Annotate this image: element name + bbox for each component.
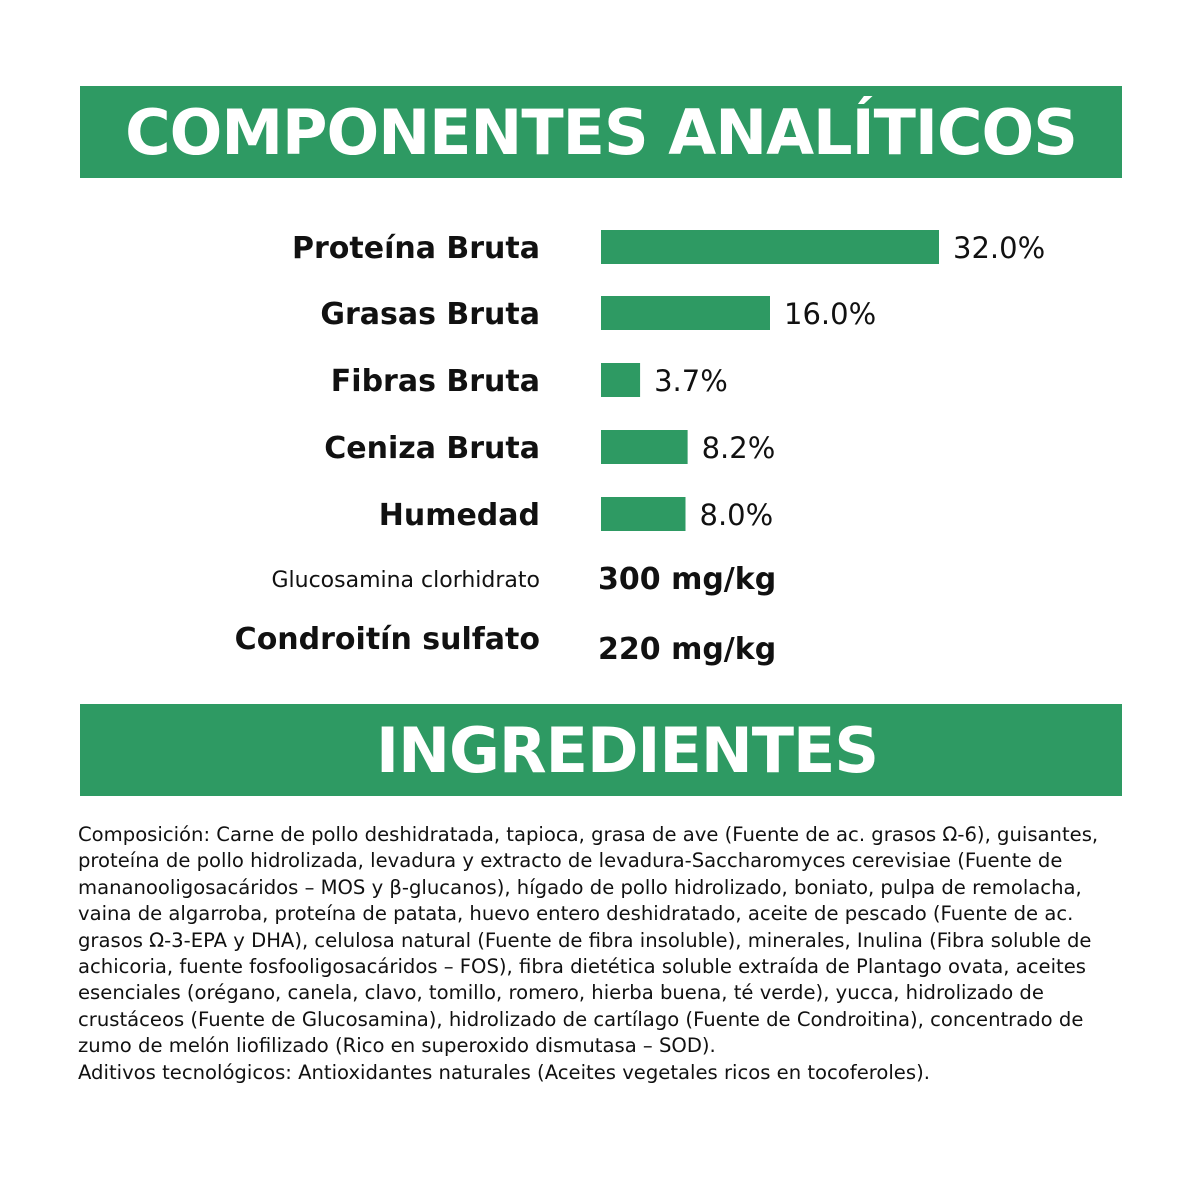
ingredients-title: INGREDIENTES	[376, 714, 879, 787]
chondroitin-label: Condroitín sulfato	[234, 622, 540, 657]
category-label-ceniza-bruta: Ceniza Bruta	[324, 431, 540, 466]
value-label-proteina-bruta: 32.0%	[953, 231, 1046, 265]
section-header-analytical-components: COMPONENTES ANALÍTICOS	[80, 86, 1122, 178]
category-label-humedad: Humedad	[378, 498, 540, 533]
additives-paragraph: Aditivos tecnológicos: Antioxidantes naturales (Aceites vegetales ricos en tocoferoles).	[78, 1060, 930, 1084]
chondroitin-value: 220 mg/kg	[598, 632, 777, 667]
category-label-fibras-bruta: Fibras Bruta	[330, 364, 540, 399]
value-label-grasas-bruta: 16.0%	[784, 297, 877, 331]
value-label-fibras-bruta: 3.7%	[654, 364, 728, 398]
bar-ceniza-bruta	[601, 430, 688, 464]
category-label-proteina-bruta: Proteína Bruta	[291, 231, 540, 266]
bar-fibras-bruta	[601, 363, 640, 397]
glucosamine-label: Glucosamina clorhidrato	[271, 568, 540, 593]
value-label-humedad: 8.0%	[699, 498, 774, 532]
glucosamine-value: 300 mg/kg	[598, 562, 777, 597]
bar-humedad	[601, 497, 686, 531]
section-header-ingredients	[80, 704, 1122, 796]
bar-proteina-bruta	[601, 230, 939, 264]
ingredients-text	[78, 822, 1126, 1086]
value-label-ceniza-bruta: 8.2%	[701, 431, 776, 465]
category-label-grasas-bruta: Grasas Bruta	[320, 297, 540, 332]
bar-grasas-bruta	[601, 296, 770, 330]
composition-paragraph: Composición: Carne de pollo deshidratada, tapioca, grasa de ave (Fuente de ac. grasos Ω-6), guisantes, proteína de pollo hidrolizada, levadura y extracto de levadura-Saccharomyces cerevisiae (Fuente de mananooligosacáridos – MOS y β-glucanos), hígado de pollo hidrolizado, boniato, pulpa de remolacha, vaina de algarroba, proteína de patata, huevo entero deshidratado, aceite de pescado (Fuente de ac. grasos Ω-3-EPA y DHA), celulosa natural (Fuente de fibra insoluble), minerales, Inulina (Fibra soluble de achicoria, fuente fosfooligosacáridos – FOS), fibra dietética soluble extraída de Plantago ovata, aceites esenciales (orégano, canela, clavo, tomillo, romero, hierba buena, té verde), yucca, hidrolizado de crustáceos (Fuente de Glucosamina), hidrolizado de cartílago (Fuente de Condroitina), concentrado de zumo de melón liofilizado (Rico en superoxido dismutasa – SOD).	[78, 823, 1099, 1058]
